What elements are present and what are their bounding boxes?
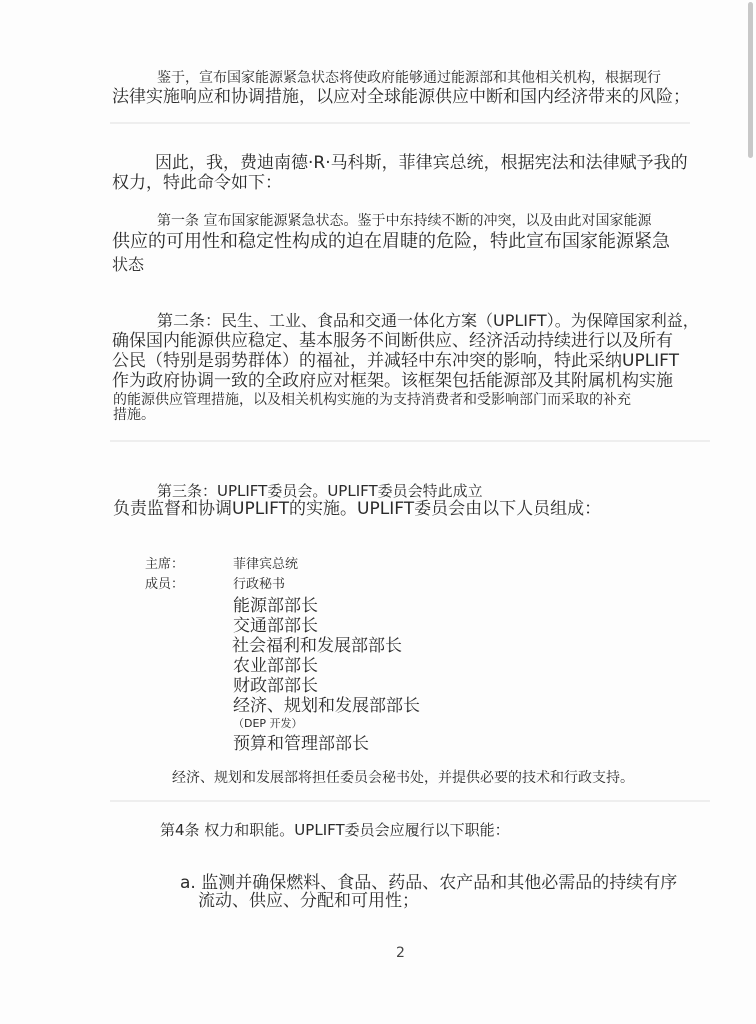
chair-label: 主席： [145, 557, 185, 572]
member: 交通部部长 [233, 616, 318, 636]
member: 社会福利和发展部部长 [232, 636, 402, 656]
text-line: 作为政府协调一致的全政府应对框架。该框架包括能源部及其附属机构实施 [112, 371, 673, 391]
secretariat-text: 经济、规划和发展部将担任委员会秘书处，并提供必要的技术和行政支持。 [172, 770, 634, 786]
scrollbar[interactable] [748, 2, 753, 158]
text-line: 权力，特此命令如下： [112, 173, 282, 193]
members-label: 成员： [145, 577, 185, 592]
text-line: 公民（特别是弱势群体）的福祉，并减轻中东冲突的影响，特此采纳UPLIFT [112, 351, 680, 371]
member: 能源部部长 [233, 596, 318, 616]
member: 经济、规划和发展部部长 [233, 696, 420, 716]
page-number: 2 [396, 945, 405, 961]
text-line: 措施。 [113, 407, 155, 423]
member-note: （DEP 开发） [233, 717, 303, 730]
text-line: 状态 [112, 255, 145, 274]
text-line: 因此，我，费迪南德·R·马科斯，菲律宾总统，根据宪法和法律赋予我的 [155, 153, 688, 173]
text-line: 确保国内能源供应稳定、基本服务不间断供应、经济活动持续进行以及所有 [112, 331, 673, 351]
list-item-continuation: 流动、供应、分配和可用性； [198, 891, 419, 911]
text-line: 供应的可用性和稳定性构成的迫在眉睫的危险，特此宣布国家能源紧急 [112, 231, 670, 252]
text-line: 法律实施响应和协调措施，以应对全球能源供应中断和国内经济带来的风险； [112, 87, 690, 107]
member: 预算和管理部部长 [233, 734, 369, 754]
text-line: 鉴于，宣布国家能源紧急状态将使政府能够通过能源部和其他相关机构，根据现行 [157, 70, 661, 86]
text-line: 第一条 宣布国家能源紧急状态。鉴于中东持续不断的冲突，以及由此对国家能源 [157, 213, 652, 229]
text-line: 负责监督和协调UPLIFT的实施。UPLIFT委员会由以下人员组成： [113, 499, 602, 519]
member: 农业部部长 [233, 656, 318, 676]
text-line: 第二条：民生、工业、食品和交通一体化方案（UPLIFT）。为保障国家利益， [157, 311, 699, 330]
list-item: a. 监测并确保燃料、食品、药品、农产品和其他必需品的持续有序 [180, 873, 678, 893]
section-heading: 第4条 权力和职能。UPLIFT委员会应履行以下职能： [160, 821, 510, 839]
member: 财政部部长 [233, 676, 318, 696]
text-line: 第三条：UPLIFT委员会。UPLIFT委员会特此成立 [157, 482, 483, 500]
member: 行政秘书 [233, 577, 286, 592]
chair-value: 菲律宾总统 [233, 557, 299, 572]
text-line: 的能源供应管理措施，以及相关机构实施的为支持消费者和受影响部门而采取的补充 [113, 392, 631, 408]
